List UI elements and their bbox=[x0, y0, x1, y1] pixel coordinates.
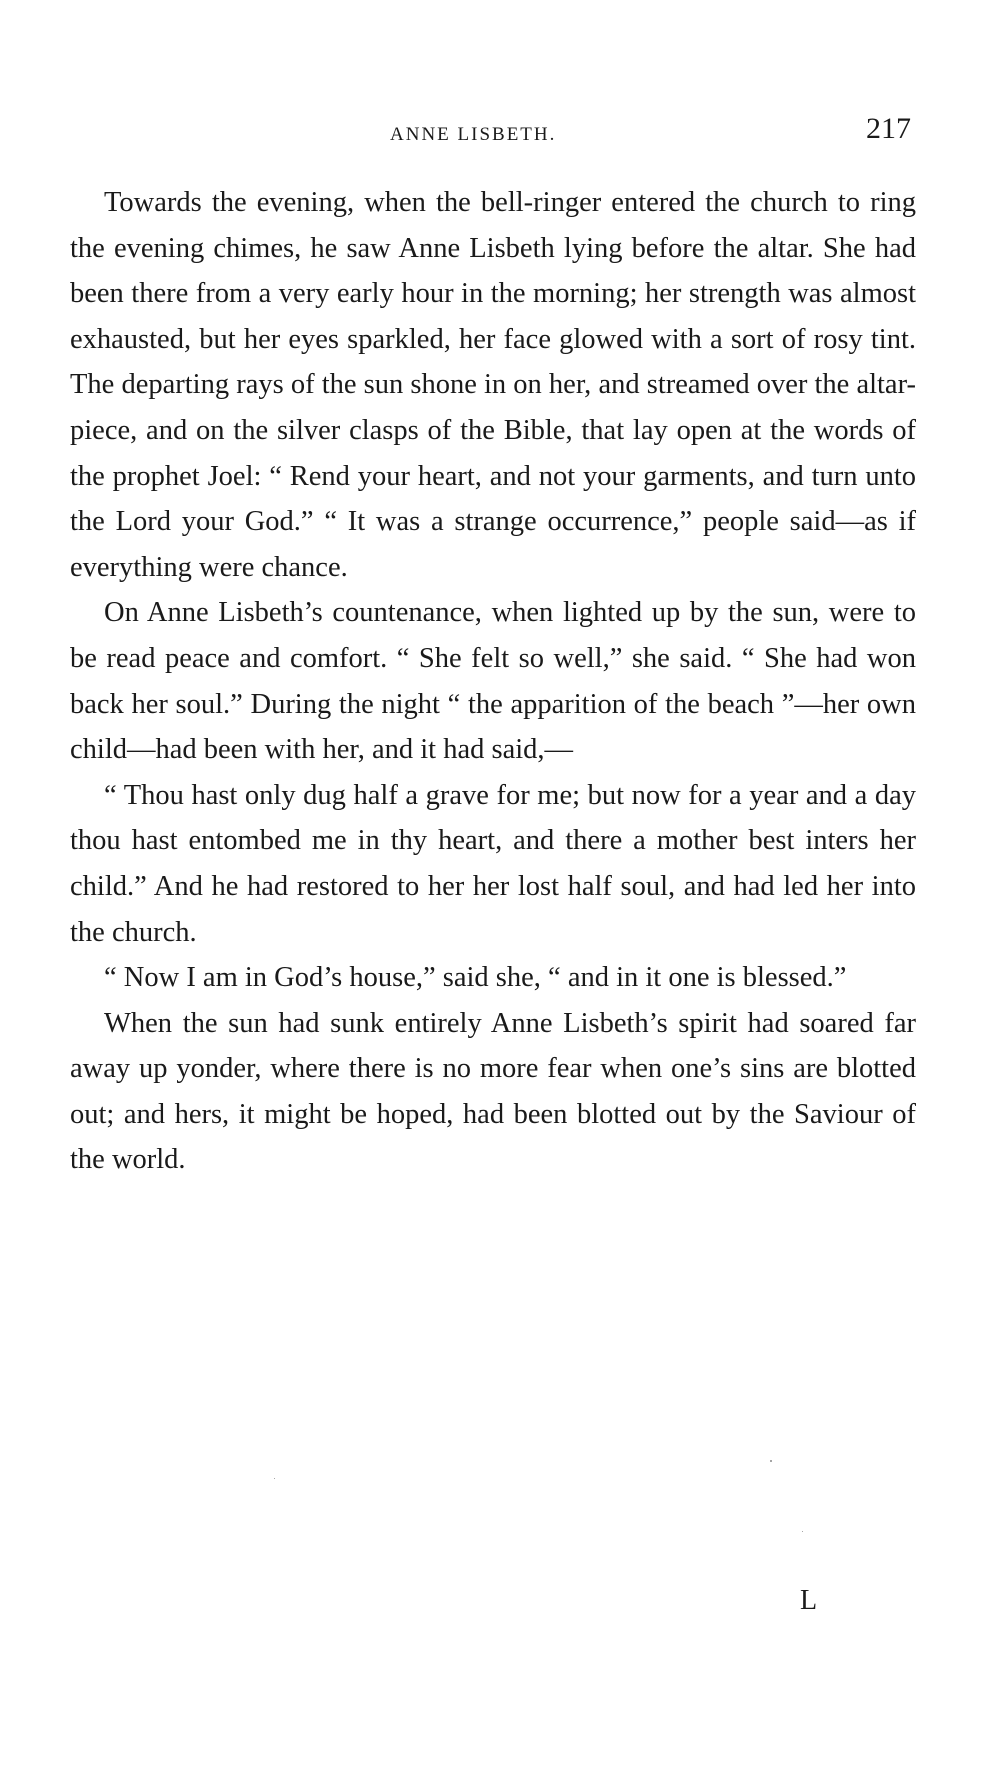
running-title: ANNE LISBETH. bbox=[390, 124, 557, 145]
running-head bbox=[0, 112, 1000, 158]
paper-speck bbox=[770, 1460, 772, 1462]
page-number: 217 bbox=[866, 112, 911, 145]
signature-mark: L bbox=[800, 1585, 818, 1616]
paragraph: “ Thou hast only dug half a grave for me; but now for a year and a day thou hast entombed me in thy heart, and there a mother best inters her child.” And he had restored to her her lost half soul, and had led her into the church. bbox=[70, 779, 916, 948]
paper-speck bbox=[274, 1478, 275, 1479]
body-text bbox=[70, 180, 916, 1183]
paragraph: “ Now I am in God’s house,” said she, “ and in it one is blessed.” bbox=[104, 962, 847, 994]
paragraph: On Anne Lisbeth’s countenance, when lighted up by the sun, were to be read peace and comfort. “ She felt so well,” she said. “ She had won back her soul.” During the night “ the apparition of the beach ”—her own child—had been with her, and it had said,— bbox=[70, 597, 916, 766]
paragraph: Towards the evening, when the bell-ringer entered the church to ring the evening chimes, he saw Anne Lisbeth lying before the altar. She had been there from a very early hour in the morning; her strength was almost exhausted, but her eyes sparkled, her face glowed with a sort of rosy tint. The departing rays of the sun shone in on her, and streamed over the altar-piece, and on the silver clasps of the Bible, that lay open at the words of the prophet Joel: “ Rend your heart, and not your garments, and turn unto the Lord your God.” “ It was a strange occurrence,” people said—as if everything were chance. bbox=[70, 187, 916, 583]
paper-speck bbox=[802, 1531, 803, 1532]
paragraph: When the sun had sunk entirely Anne Lisbeth’s spirit had soared far away up yonder, where there is no more fear when one’s sins are blotted out; and hers, it might be hoped, had been blotted out by the Saviour of the world. bbox=[70, 1007, 916, 1176]
